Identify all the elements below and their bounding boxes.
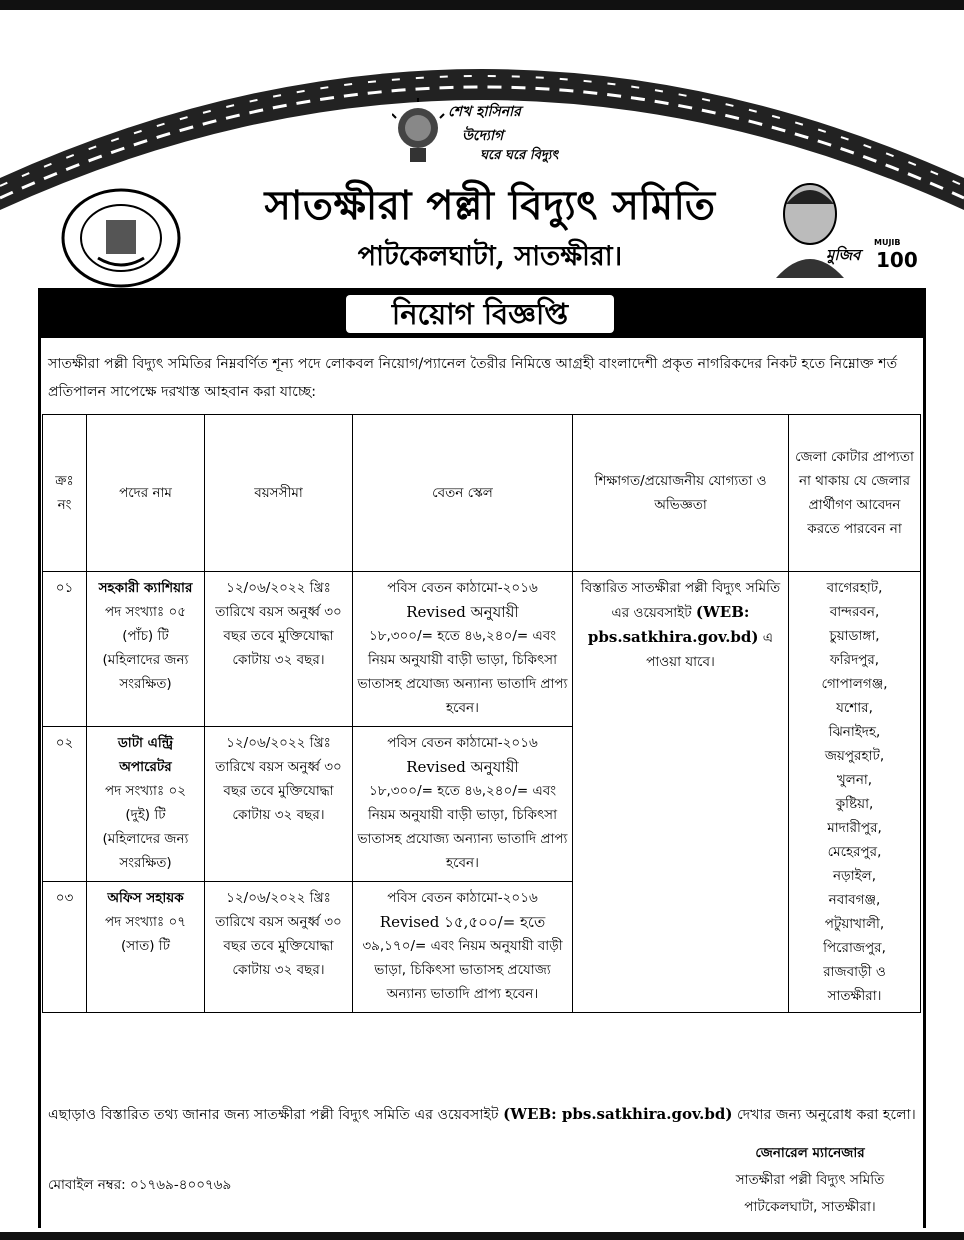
row-post [87,572,205,727]
header-post: পদের নাম [87,415,205,572]
district-item: ফরিদপুর, [829,652,880,668]
row-salary [353,882,573,1013]
salary-revised: Revised ১৫,৫০০/= হতে [379,913,546,932]
footer-note-text: এছাড়াও বিস্তারিত তথ্য জানার জন্য সাতক্ষীরা পল্লী বিদ্যুৎ সমিতি এর ওয়েবসাইট [48,1107,499,1123]
campaign-text-2: উদ্যোগ [462,128,504,144]
district-item: কুষ্টিয়া, [835,796,874,812]
salary-revised: Revised অনুযায়ী [406,758,519,777]
district-item: জয়পুরহাট, [824,748,885,764]
post-note: (মহিলাদের জন্য সংরক্ষিত) [102,652,189,692]
footer-note-end: দেখার জন্য অনুরোধ করা হলো। [737,1107,916,1123]
row-age: ১২/০৬/২০২২ খ্রিঃ তারিখে বয়স অনুর্ধ্ব ৩০ বছর তবে মুক্তিযোদ্ধা কোটায় ৩২ বছর। [205,727,353,882]
bottom-border [0,1232,964,1240]
table-header-row [43,415,921,572]
district-item: নবাবগঞ্জ, [828,892,881,908]
district-item: পটুয়াখালী, [824,916,885,932]
jobs-table [42,414,921,1013]
header-age: বয়সসীমা [205,415,353,572]
post-count: পদ সংখ্যাঃ ০২ (দুই) টি [104,783,186,824]
qualification-text-end: এ পাওয়া যাবে। [646,630,774,670]
intro-paragraph: সাতক্ষীরা পল্লী বিদ্যুৎ সমিতির নিম্নবর্ণিত শূন্য পদে লোকবল নিয়োগ/প্যানেল তৈরীর নিমিত্তে আগ্রহী বাংলাদেশী প্রকৃত নাগরিকদের নিকট হতে নিম্নোক্ত শর্ত প্রতিপালন সাপেক্ষে দরখাস্ত আহবান করা যাচ্ছে: [48,356,898,400]
row-post [87,882,205,1013]
post-note: (মহিলাদের জন্য সংরক্ষিত) [102,831,189,872]
campaign-text-3: ঘরে ঘরে বিদ্যুৎ [480,148,559,163]
salary-range: ১৮,৩০০/= হতে ৪৬,২৪০/= এবং নিয়ম অনুযায়ী বাড়ী ভাড়া, চিকিৎসা ভাতাসহ প্রযোজ্য অন্যান্য ভাতাদি প্রাপ্য হবেন। [357,783,568,872]
row-age: ১২/০৬/২০২২ খ্রিঃ তারিখে বয়স অনুর্ধ্ব ৩০ বছর তবে মুক্তিযোদ্ধা কোটায় ৩২ বছর। [205,882,353,1013]
qualification-web: (WEB: pbs.satkhira.gov.bd) [587,603,759,646]
gm-title: জেনারেল ম্যানেজার [755,1145,865,1161]
district-item: বান্দরবন, [829,604,880,620]
mujib-small-label: MUJIB [874,238,901,247]
signatory-block [700,1140,920,1221]
salary-range: ১৮,৩০০/= হতে ৪৬,২৪০/= এবং নিয়ম অনুযায়ী বাড়ী ভাড়া, চিকিৎসা ভাতাসহ প্রযোজ্য অন্যান্য ভাতাদি প্রাপ্য হবেন। [357,628,568,716]
district-item: মাদারীপুর, [827,820,882,836]
qualification-cell [573,572,789,1013]
pbs-logo [58,186,184,290]
gm-address: পাটকেলঘাটা, সাতক্ষীরা। [744,1199,876,1215]
post-title: অফিস সহায়ক [107,890,184,907]
org-title: সাতক্ষীরা পল্লী বিদ্যুৎ সমিতি [264,182,716,229]
top-border [0,0,964,10]
header-salary: বেতন স্কেল [353,415,573,572]
district-item: মেহেরপুর, [827,844,882,860]
district-item: গোপালগঞ্জ, [821,676,888,692]
district-item: ঝিনাইদহ, [828,724,881,740]
campaign-text-1: শেখ হাসিনার [448,104,521,120]
qualification-text: বিস্তারিত সাতক্ষীরা পল্লী বিদ্যুৎ সমিতি এর ওয়েবসাইট [580,580,781,621]
salary-structure: পবিস বেতন কাঠামো-২০১৬ [387,735,538,752]
salary-revised: Revised অনুযায়ী [406,603,519,621]
quota-cell [789,572,921,1013]
footer-note [48,1100,918,1129]
row-salary [353,727,573,882]
post-title: সহকারী ক্যাশিয়ার [98,580,193,596]
post-title: ডাটা এন্ট্রি অপারেটর [117,735,174,776]
row-post [87,727,205,882]
district-list [793,576,916,1008]
notice-title: নিয়োগ বিজ্ঞপ্তি [346,295,614,333]
org-address: পাটকেলঘাটা, সাতক্ষীরা। [357,241,623,272]
row-sl: ০৩ [43,882,87,1013]
salary-structure: পবিস বেতন কাঠামো-২০১৬ [387,890,538,907]
mujib-label: মুজিব [826,246,861,264]
mobile-number: মোবাইল নম্বর: ০১৭৬৯-৪০০৭৬৯ [48,1177,232,1193]
district-item: চুয়াডাঙ্গা, [829,628,880,644]
post-count: পদ সংখ্যাঃ ০৫ (পাঁচ) টি [105,604,186,644]
district-item: রাজবাড়ী ও [823,964,886,980]
row-salary [353,572,573,727]
district-item: সাতক্ষীরা। [827,988,882,1004]
salary-structure: পবিস বেতন কাঠামো-২০১৬ [387,580,538,596]
mujib-100-label: 100 [876,248,918,272]
district-item: বাগেরহাট, [826,580,883,596]
header-sl: ক্রঃ নং [43,415,87,572]
row-age: ১২/০৬/২০২২ খ্রিঃ তারিখে বয়স অনুর্ধ্ব ৩০ বছর তবে মুক্তিযোদ্ধা কোটায় ৩২ বছর। [205,572,353,727]
district-item: নড়াইল, [833,868,876,884]
table-row [43,572,921,727]
row-sl: ০১ [43,572,87,727]
header-quota: জেলা কোটার প্রাপ্যতা না থাকায় যে জেলার প্রার্থীগণ আবেদন করতে পারবেন না [789,415,921,572]
row-sl: ০২ [43,727,87,882]
gm-org: সাতক্ষীরা পল্লী বিদ্যুৎ সমিতি [735,1172,885,1188]
district-item: যশোর, [836,700,873,716]
district-item: পিরোজপুর, [823,940,886,956]
post-count: পদ সংখ্যাঃ ০৭ (সাত) টি [104,914,186,955]
header-qualification: শিক্ষাগত/প্রয়োজনীয় যোগ্যতা ও অভিজ্ঞতা [573,415,789,572]
district-item: খুলনা, [836,772,873,788]
footer-web-link: (WEB: pbs.satkhira.gov.bd) [503,1105,733,1123]
salary-range: ৩৯,১৭০/= এবং নিয়ম অনুযায়ী বাড়ী ভাড়া, চিকিৎসা ভাতাসহ প্রযোজ্য অন্যান্য ভাতাদি প্রাপ্য হবেন। [362,938,563,1003]
